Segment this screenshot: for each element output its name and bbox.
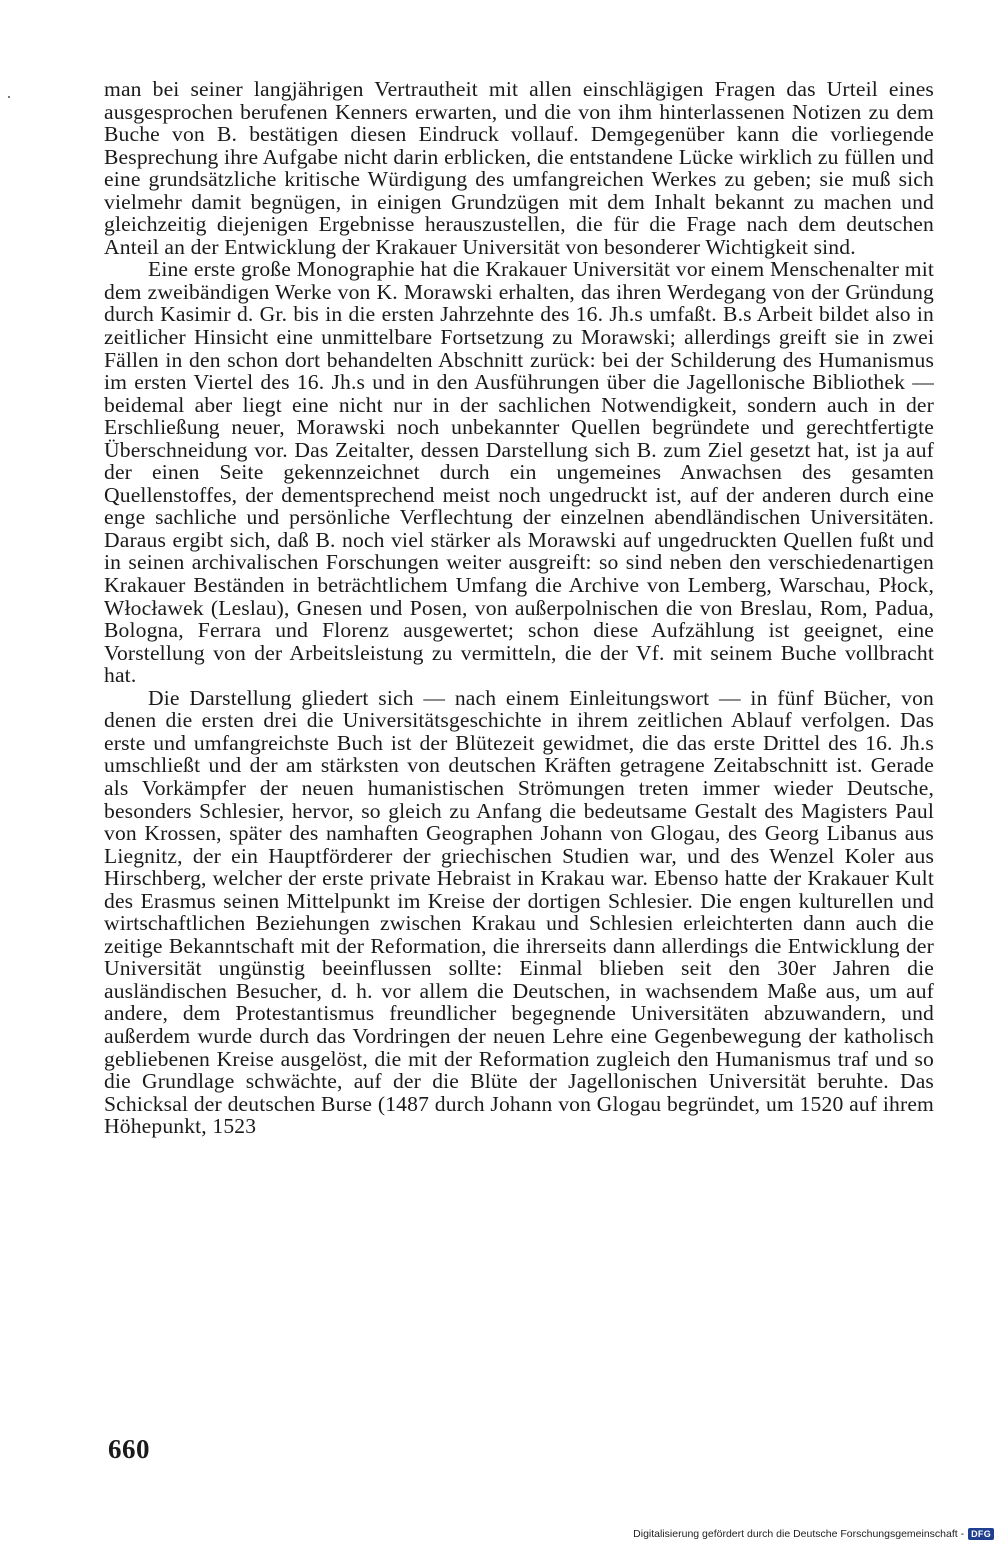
dfg-logo-icon: DFG — [968, 1528, 994, 1540]
margin-mark — [8, 96, 10, 98]
paragraph-3: Die Darstellung gliedert sich — nach einem Einleitungswort — in fünf Bücher, von denen die ersten drei die Universitätsgeschichte in ihrem zeitlichen Ablauf verfolgen. Das erste und umfangreichste Buch ist der Blütezeit gewidmet, die das erste Drittel des 16. Jh.s umschließt und der am stärksten von deutschen Kräften getragene Zeitabschnitt ist. Gerade als Vorkämpfer der neuen humanistischen Strömungen treten immer wieder Deutsche, besonders Schlesier, hervor, so gleich zu Anfang die bedeutsame Gestalt des Magisters Paul von Krossen, später des namhaften Geographen Johann von Glogau, des Georg Libanus aus Liegnitz, der ein Hauptförderer der griechischen Studien war, und des Wenzel Koler aus Hirschberg, welcher der erste private Hebraist in Krakau war. Ebenso hatte der Krakauer Kult des Erasmus seinen Mittelpunkt im Kreise der dortigen Schlesier. Die engen kulturellen und wirtschaftlichen Beziehungen zwischen Krakau und Schlesien erleichterten dann auch die zeitige Bekanntschaft mit der Reformation, die ihrerseits dann allerdings die Entwicklung der Universität ungünstig beeinflussen sollte: Einmal blieben seit den 30er Jahren die ausländischen Besucher, d. h. vor allem die Deutschen, in wachsendem Maße aus, um auf andere, dem Protestantismus freundlicher begegnende Universitäten abzuwandern, und außerdem wurde durch das Vordringen der neuen Lehre eine Gegenbewegung der katholisch gebliebenen Kreise ausgelöst, die mit der Reformation zugleich den Humanismus traf und so die Grundlage schwächte, auf der die Blüte der Jagellonischen Universität beruhte. Das Schicksal der deutschen Burse (1487 durch Johann von Glogau begründet, um 1520 auf ihrem Höhepunkt, 1523 — [104, 685, 934, 1139]
footer-text: Digitalisierung gefördert durch die Deutsche Forschungsgemeinschaft - — [633, 1528, 965, 1540]
paragraph-2: Eine erste große Monographie hat die Krakauer Universität vor einem Menschenalter mit dem zweibändigen Werke von K. Morawski erhalten, das ihren Werdegang von der Gründung durch Kasimir d. Gr. bis in die ersten Jahrzehnte des 16. Jh.s umfaßt. B.s Arbeit bildet also in zeitlicher Hinsicht eine unmittelbare Fortsetzung zu Morawski; allerdings greift sie in zwei Fällen in den schon dort behandelten Abschnitt zurück: bei der Schilderung des Humanismus im ersten Viertel des 16. Jh.s und in den Ausführungen über die Jagellonische Bibliothek — beidemal aber liegt eine nicht nur in der sachlichen Notwendigkeit, sondern auch in der Erschließung neuer, Morawski noch unbekannter Quellen begründete und gerechtfertigte Überschneidung vor. Das Zeitalter, dessen Darstellung sich B. zum Ziel gesetzt hat, ist ja auf der einen Seite gekennzeichnet durch ein ungemeines Anwachsen des gesamten Quellenstoffes, der dementsprechend meist noch ungedruckt ist, auf der anderen durch eine enge sachliche und persönliche Verflechtung der einzelnen abendländischen Universitäten. Daraus ergibt sich, daß B. noch viel stärker als Morawski auf ungedruckten Quellen fußt und in seinen archivalischen Forschungen weiter ausgreift: so sind neben den verschiedenartigen Krakauer Beständen in beträchtlichem Umfang die Archive von Lemberg, Warschau, Płock, Włocławek (Leslau), Gnesen und Posen, von außerpolnischen die von Breslau, Rom, Padua, Bologna, Ferrara und Florenz ausgewertet; schon diese Aufzählung ist geeignet, eine Vorstellung von der Arbeitsleistung zu vermitteln, die der Vf. mit seinem Buche vollbracht hat. — [104, 257, 934, 688]
page-number: 660 — [108, 1434, 150, 1464]
paragraph-1: man bei seiner langjährigen Vertrautheit mit allen einschlägigen Fragen das Urteil eines ausgesprochen berufenen Kenners erwarten, und die von ihm hinterlassenen Notizen zu dem Buche von B. bestätigen diesen Eindruck vollauf. Demgegenüber kann die vorliegende Besprechung ihre Aufgabe nicht darin erblicken, die entstandene Lücke wirklich zu füllen und eine grundsätzliche kritische Würdigung des umfangreichen Werkes zu geben; sie muß sich vielmehr damit begnügen, in einigen Grundzügen mit dem Inhalt bekannt zu machen und gleichzeitig diejenigen Ergebnisse herauszustellen, die für die Frage nach dem deutschen Anteil an der Entwicklung der Krakauer Universität von besonderer Wichtigkeit sind. — [104, 77, 934, 259]
footer-credit — [633, 1528, 994, 1540]
body-text — [104, 78, 934, 1138]
